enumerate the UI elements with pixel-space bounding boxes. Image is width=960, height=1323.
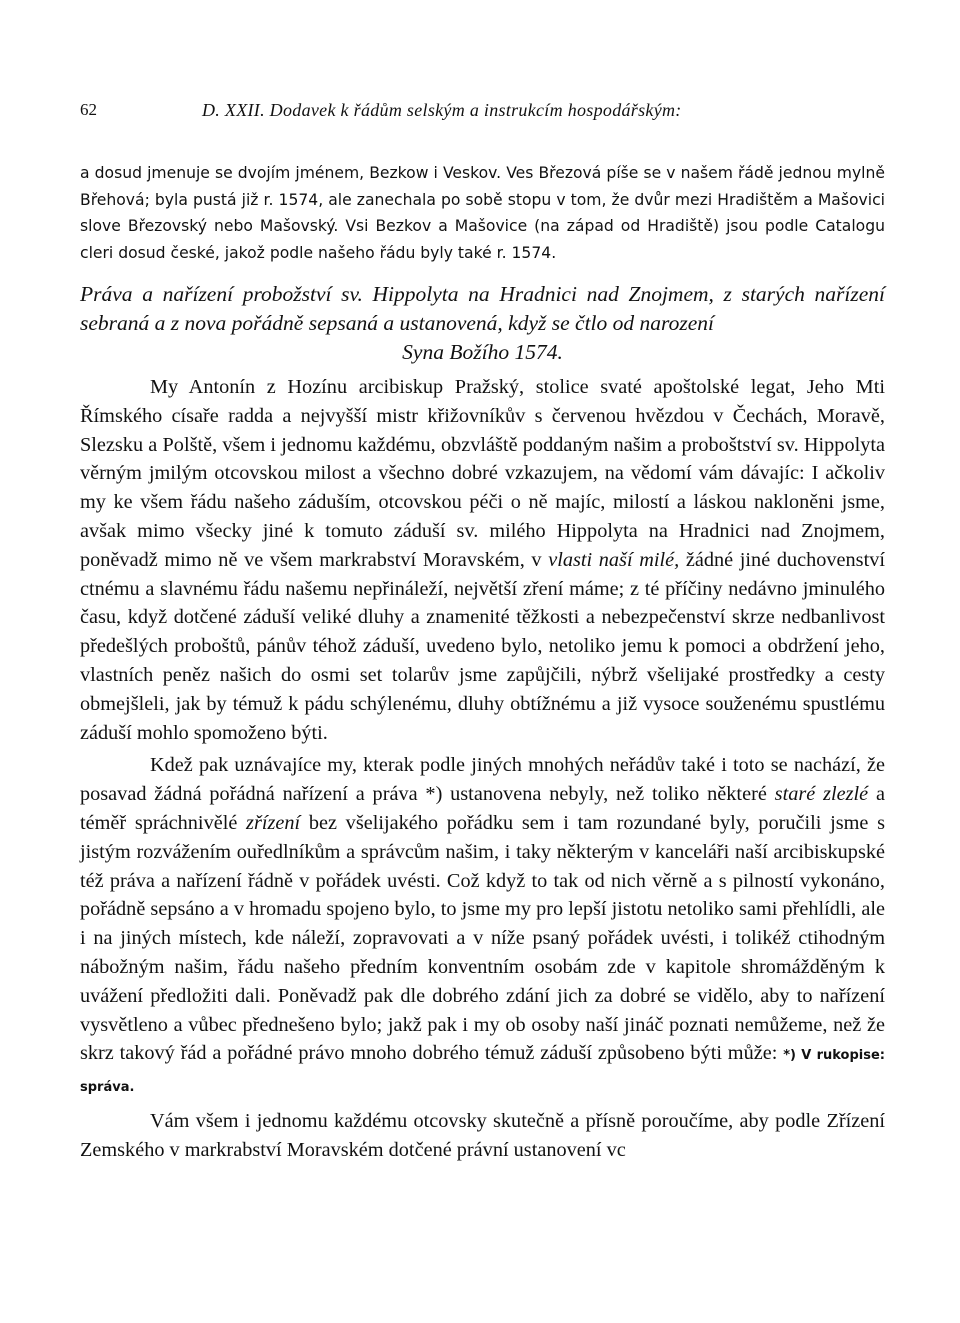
p1-text: My Antonín z Hozínu arcibiskup Pražský, stolice svaté apoštolské legat, Jeho Mti Římského císaře radda a nejvyšší mistr křižovníkův s červenou hvězdou v Čechách, Moravě, Slezsku a Polště, všem i jednomu každému, obzvláště poddaným našim a proboštství sv. Hippolyta věrným jmilým otcovskou milost a všechno dobré vzkazujem, na vědomí vám dávajíc: I ačkoliv my ke všem řádu našeho záduším, otcovskou péči o ně majíc, milostí a láskou nakloněni jsme, avšak mimo všecky jiné k tomuto záduší sv. milého Hippolyta na Hradnici nad Znojmem, poněvadž mimo ně ve všem markrabství Moravském, v bbox=[80, 376, 885, 571]
body-paragraph-1 bbox=[80, 373, 885, 747]
p2-text-b: a téměř spráchnivělé bbox=[80, 783, 885, 834]
p2-italic-2: zřízení bbox=[246, 811, 301, 834]
p2-text-a: Kdež pak uznávajíce my, kterak podle jiných mnohých neřádův také i toto se nachází, že posavad žádná pořádná nařízení a práva *) ustanovena nebyly, než toliko některé bbox=[80, 754, 885, 806]
p1-rest: žádné jiné duchovenství ctnému a slavnému řádu našemu nepřináleží, největší zření máme; z té příčiny nedávno jminulého času, když dotčené záduší veliké dluhy a znamenité těžkosti a nebezpečenství skrze nedbanlivost předešlých proboštů, pánův téhož záduší, uvedeno bylo, netoliko jemu k pomoci a obdržení jeho, vlastních peněz našich do osmi set tolarův jsme zapůjčili, nýbrž všelijaké prostředky a cesty obmejšleli, jak by témuž k pádu schýlenému, dluhy obtížnému a již vysoce souženému spustlému záduší mohlo spomoženo býti. bbox=[80, 548, 885, 744]
section-heading-last-line: Syna Božího 1574. bbox=[402, 340, 563, 364]
p2-italic-1: staré zlezlé bbox=[774, 783, 869, 806]
page-header bbox=[80, 100, 885, 124]
prelude-paragraph: a dosud jmenuje se dvojím jménem, Bezkow i Veskov. Ves Březová píše se v našem řádě jednou mylně Břehová; byla pustá již r. 1574, ale zanechala po sobě stopu v tom, že dvůr mezi Hradištěm a Mašovici slove Březovský nebo Mašovský. Vsi Bezkov a Mašovice (na západ od Hradiště) jsou podle Catalogu cleri dosud české, jakož podle našeho řádu byly také r. 1574. bbox=[80, 164, 885, 262]
footnote: *) V rukopise: správa. bbox=[80, 1048, 886, 1096]
section-heading-main: Práva a nařízení probožství sv. Hippolyta na Hradnici nad Znojmem, z starých nařízení sebraná a z nova pořádně sepsaná a ustanovená, když se čtlo od narození bbox=[80, 282, 885, 335]
running-head: D. XXII. Dodavek k řádům selským a instrukcím hospodářským: bbox=[202, 100, 682, 120]
p2-text-c: bez všelijakého pořádku sem i tam rozundané byly, poručili jsme s jistým rozvážením ouředlníkům a správcům našim, i taky některým v kanceláři naší arcibiskupské též práva a nařízení řádně v pořádek uvésti. Což když to tak od nich věrně a s pilností vykonáno, pořádně sepsáno a v hromadu spojeno bylo, to jsme my pro lepší jistotu netoliko sami přehlídli, ale i na jiných místech, kde náleží, zopravovati a v níže psaný pořádek uvésti, i tolikéž ctihodným nábožným našim, řádu našeho předním konventním osobám zde v kapitole shromážděným k uvážení předložiti dali. Poněvadž pak dle dobrého zdání jich za dobré se vidělo, aby to nařízení vysvětleno a vůbec přednešeno bylo; jakž pak i my ob osoby naší jináč poznati nemůžeme, než že skrz takový řád a pořádné právo mnoho dobrého témuž záduší způsobeno býti může: bbox=[80, 811, 885, 1065]
page-number: 62 bbox=[80, 100, 97, 119]
section-heading bbox=[80, 280, 885, 367]
p1-italic: vlasti naší milé, bbox=[548, 548, 680, 571]
document-page bbox=[80, 100, 885, 1165]
body-paragraph-2 bbox=[80, 751, 885, 1103]
body-paragraph-3: Vám všem i jednomu každému otcovsky skutečně a přísně poroučíme, aby podle Zřízení Zemského v markrabství Moravském dotčené právní ustanovení vc bbox=[80, 1109, 885, 1161]
